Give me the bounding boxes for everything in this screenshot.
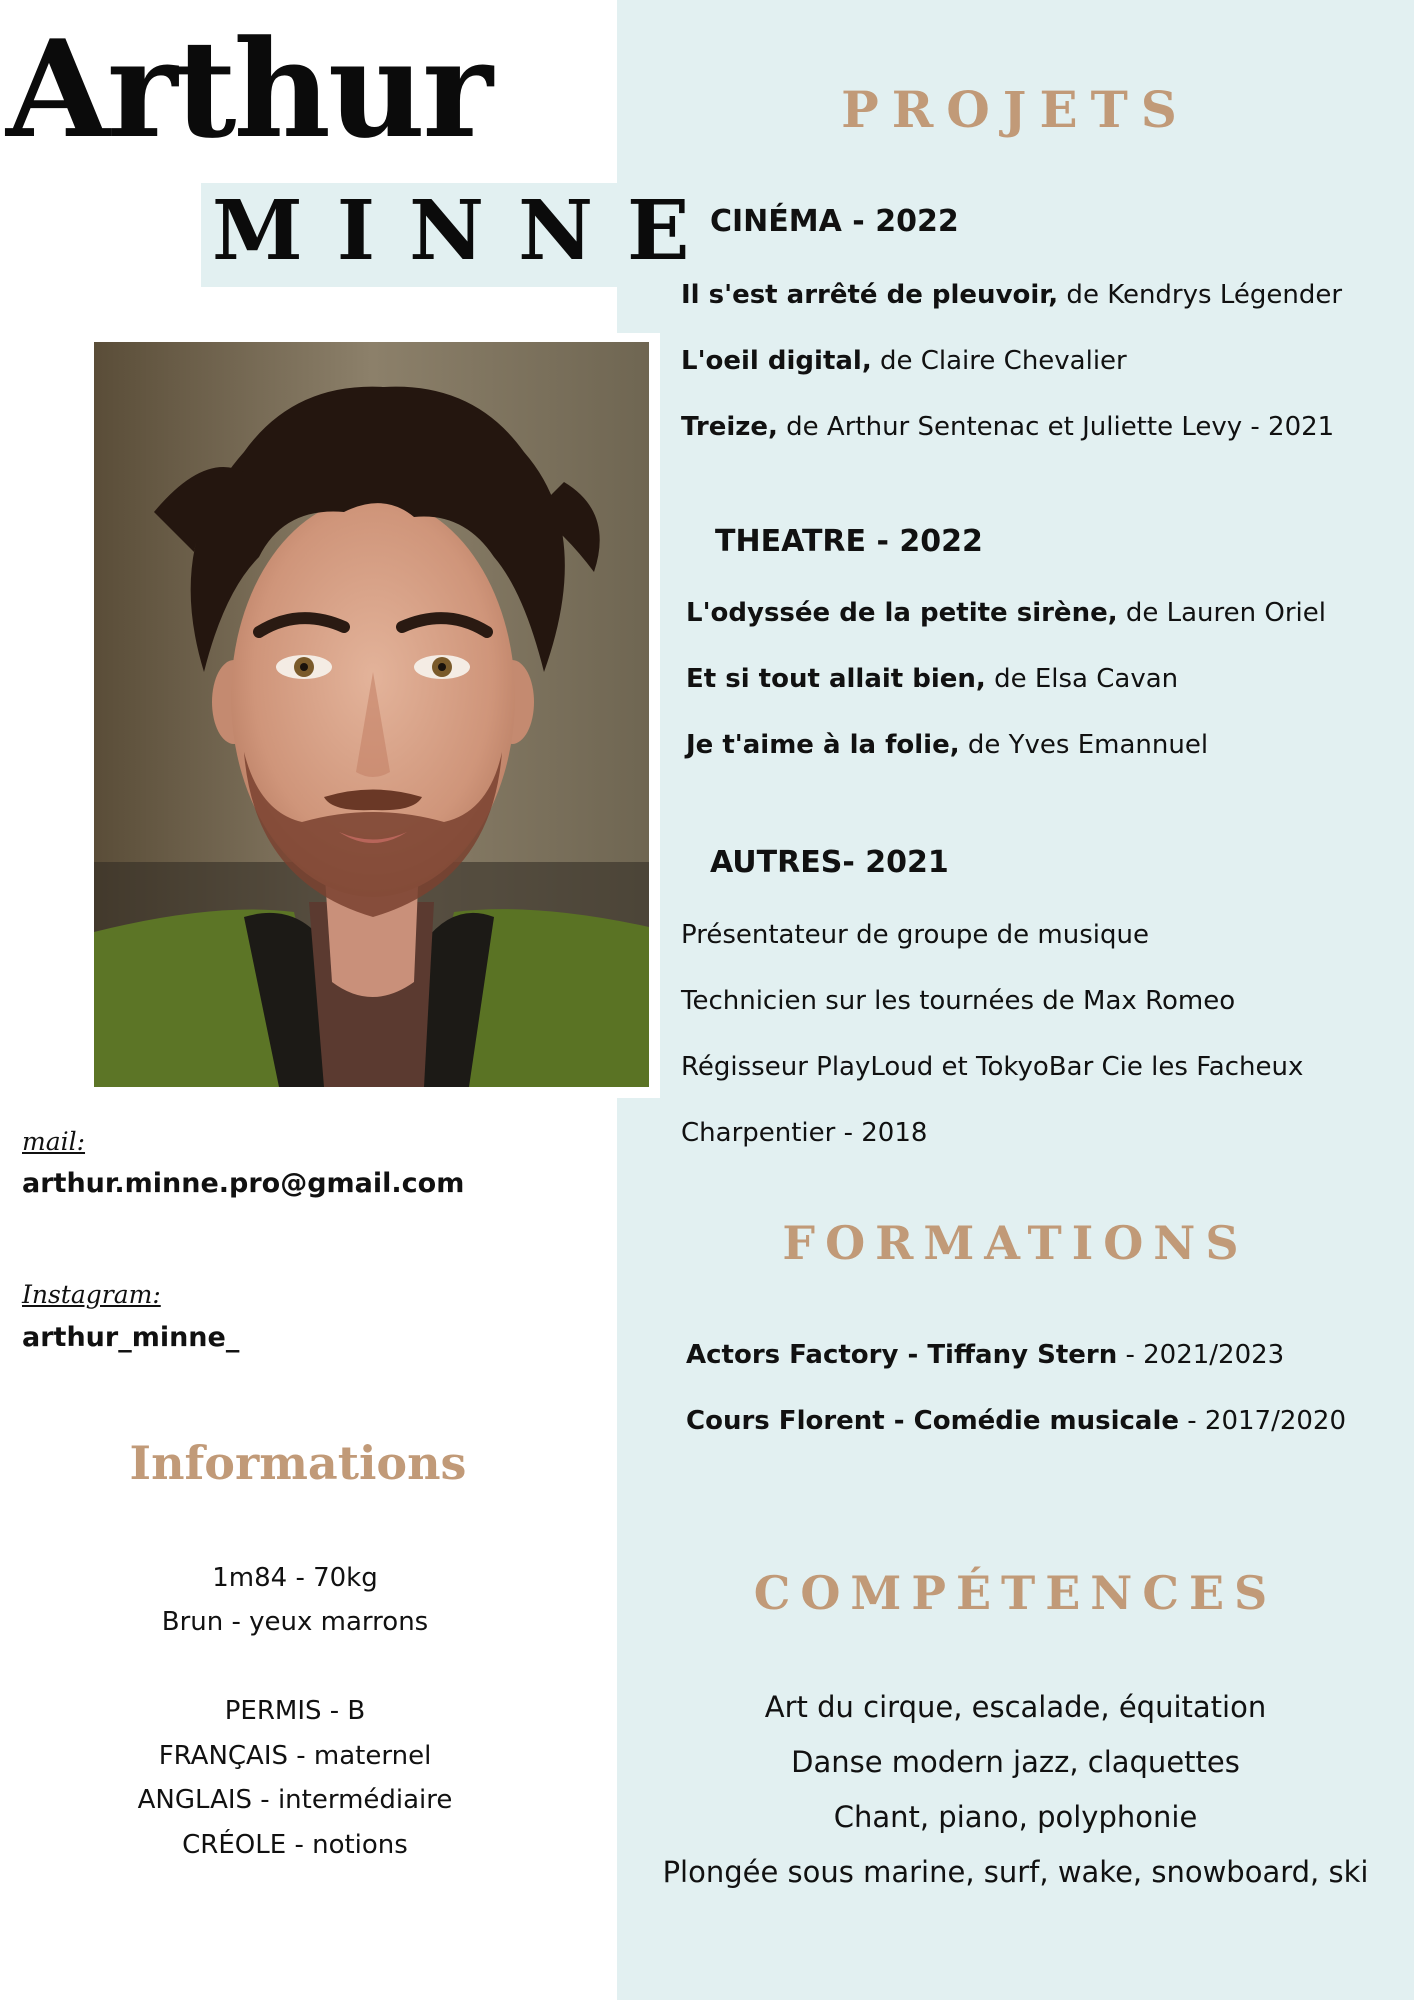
theatre-entry: Je t'aime à la folie, de Yves Emannuel (686, 730, 1209, 760)
skill-line: Plongée sous marine, surf, wake, snowboard, ski (662, 1855, 1369, 1889)
autres-heading: AUTRES- 2021 (710, 845, 949, 880)
skill-line: Chant, piano, polyphonie (833, 1800, 1198, 1834)
formation-entry: Actors Factory - Tiffany Stern - 2021/2023 (686, 1340, 1285, 1370)
mail-value[interactable]: arthur.minne.pro@gmail.com (22, 1168, 465, 1199)
formations-title: FORMATIONS (782, 1216, 1249, 1270)
info-line: PERMIS - B (224, 1696, 366, 1726)
competences-title: COMPÉTENCES (753, 1566, 1278, 1620)
cinema-heading: CINÉMA - 2022 (710, 204, 959, 239)
autres-entry: Régisseur PlayLoud et TokyoBar Cie les Facheux (681, 1052, 1304, 1082)
projets-title: PROJETS (841, 80, 1190, 139)
info-line: Brun - yeux marrons (161, 1607, 429, 1637)
mail-label: mail: (22, 1127, 86, 1156)
skill-line: Danse modern jazz, claquettes (791, 1745, 1240, 1779)
autres-entry: Charpentier - 2018 (681, 1118, 928, 1148)
autres-entry: Présentateur de groupe de musique (681, 920, 1149, 950)
informations-title: Informations (129, 1436, 467, 1490)
info-line: FRANÇAIS - maternel (158, 1741, 432, 1771)
cinema-entry: L'oeil digital, de Claire Chevalier (681, 346, 1127, 376)
cinema-entry: Treize, de Arthur Sentenac et Juliette Levy - 2021 (681, 412, 1335, 442)
theatre-heading: THEATRE - 2022 (715, 524, 983, 559)
portrait-photo (94, 342, 649, 1087)
skill-line: Art du cirque, escalade, équitation (764, 1690, 1267, 1724)
theatre-entry: L'odyssée de la petite sirène, de Lauren Oriel (686, 598, 1326, 628)
instagram-label: Instagram: (22, 1280, 161, 1309)
instagram-value[interactable]: arthur_minne_ (22, 1322, 240, 1353)
autres-entry: Technicien sur les tournées de Max Romeo (681, 986, 1236, 1016)
theatre-entry: Et si tout allait bien, de Elsa Cavan (686, 664, 1179, 694)
formation-entry: Cours Florent - Comédie musicale - 2017/2020 (686, 1406, 1347, 1436)
first-name: Arthur (6, 10, 490, 168)
info-line: 1m84 - 70kg (212, 1563, 378, 1593)
info-line: ANGLAIS - intermédiaire (137, 1785, 453, 1815)
info-line: CRÉOLE - notions (182, 1830, 408, 1860)
last-name: MINNE (212, 183, 724, 279)
cinema-entry: Il s'est arrêté de pleuvoir, de Kendrys Légender (681, 280, 1343, 310)
